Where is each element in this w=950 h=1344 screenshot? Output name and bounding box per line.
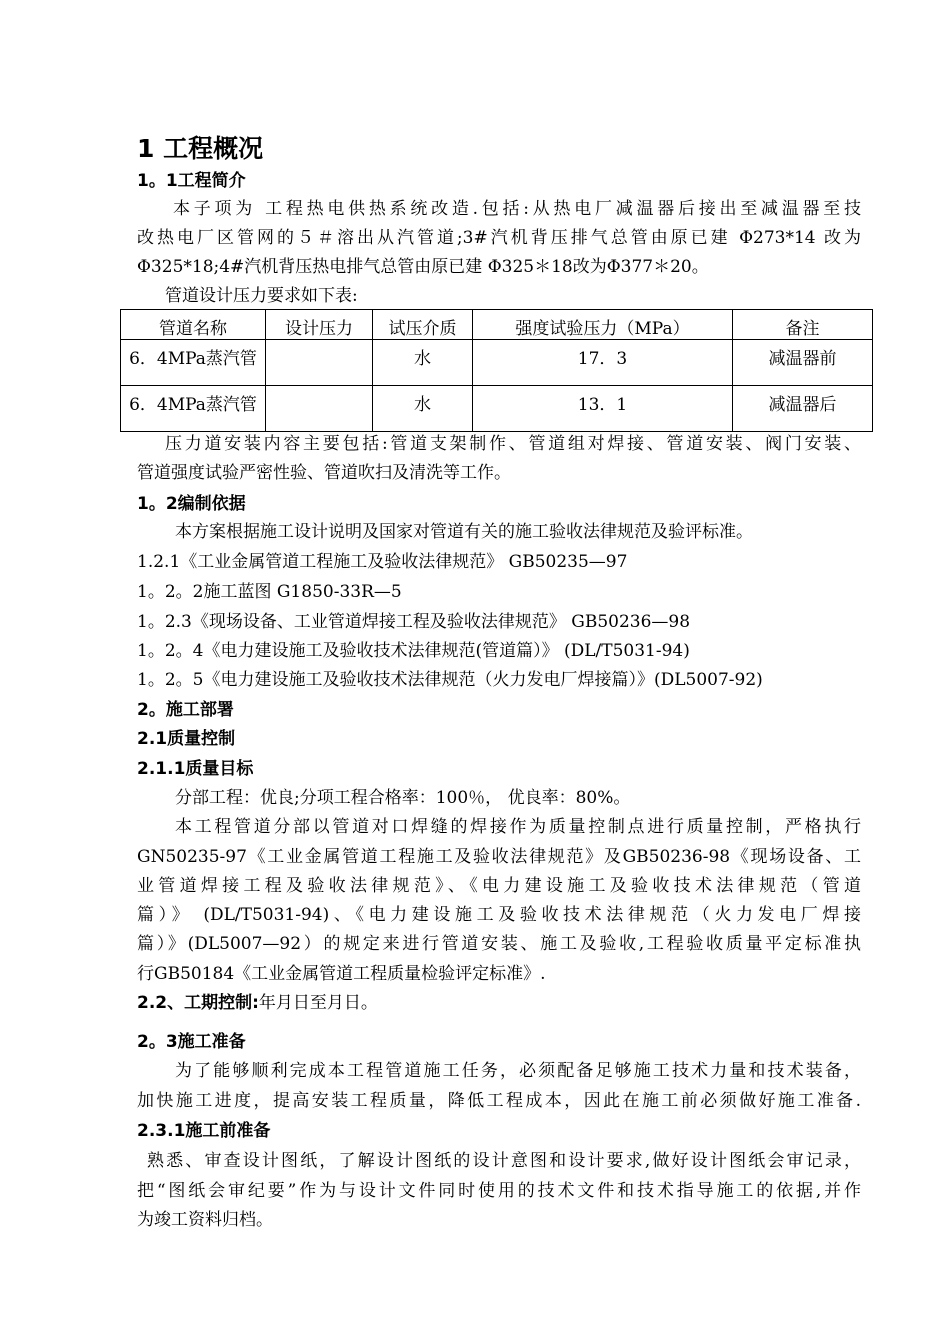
schedule-text: 年月日至月日。 (258, 993, 378, 1013)
section-2-1-heading: 2.1质量控制 (137, 729, 236, 749)
prep-paragraph-line: 为了能够顺利完成本工程管道施工任务，必须配备足够施工技术力量和技术装备， (175, 1061, 861, 1081)
cell-test-medium: 水 (373, 386, 473, 432)
standard-item: 1。2.3《现场设备、工业管道焊接工程及验收法律规范》 GB50236—98 (137, 612, 691, 632)
basis-statement: 本方案根据施工设计说明及国家对管道有关的施工验收法律规范及验评标准。 (175, 522, 753, 542)
cell-remarks: 减温器前 (733, 340, 873, 386)
table-intro: 管道设计压力要求如下表: (165, 286, 358, 306)
table-row (121, 340, 873, 386)
scope-line-1: 压力道安装内容主要包括:管道支架制作、管道组对焊接、管道安装、阀门安装、 (165, 434, 861, 454)
intro-line-1: 本子项为 工程热电供热系统改造.包括:从热电厂减温器后接出至减温器至技 (173, 199, 861, 219)
pre-paragraph-line: 熟悉、审查设计图纸，了解设计图纸的设计意图和设计要求,做好设计图纸会审记录， (147, 1151, 861, 1171)
cell-design-pressure (266, 340, 373, 386)
standard-item: 1。2。5《电力建设施工及验收技术法律规范（火力发电厂焊接篇）》(DL5007-92) (137, 670, 763, 690)
cell-pipe-name: 6．4MPa蒸汽管 (121, 386, 266, 432)
pressure-table (120, 309, 873, 432)
header-remarks: 备注 (733, 310, 873, 340)
standard-item: 1.2.1《工业金属管道工程施工及验收法律规范》 GB50235—97 (137, 552, 628, 572)
intro-line-2: 改热电厂区管网的５＃溶出从汽管道;3#汽机背压排气总管由原已建 Φ273*14 改为 (137, 228, 861, 248)
quality-paragraph-line: 篇）》 (DL/T5031-94)、《电力建设施工及验收技术法律规范（火力发电厂焊接 (137, 905, 861, 925)
cell-pipe-name: 6．4MPa蒸汽管 (121, 340, 266, 386)
header-design-pressure: 设计压力 (266, 310, 373, 340)
pre-paragraph-line: 为竣工资料归档。 (137, 1210, 273, 1230)
quality-paragraph-line: GN50235-97《工业金属管道工程施工及验收法律规范》及GB50236-98《现场设备、工 (137, 847, 861, 867)
intro-line-3: Φ325*18;4#汽机背压热电排气总管由原已建 Φ325＊18改为Φ377＊20。 (137, 257, 709, 277)
cell-test-pressure: 17．3 (473, 340, 733, 386)
section-2-heading: 2。施工部署 (137, 700, 234, 720)
cell-test-medium: 水 (373, 340, 473, 386)
scope-line-2: 管道强度试验严密性验、管道吹扫及清洗等工作。 (137, 463, 511, 483)
cell-design-pressure (266, 386, 373, 432)
header-pipe-name: 管道名称 (121, 310, 266, 340)
standard-item: 1。2。2施工蓝图 G1850-33R—5 (137, 582, 402, 602)
quality-paragraph-line: 篇）》(DL5007—92）的规定来进行管道安装、施工及验收,工程验收质量平定标准执 (137, 934, 861, 954)
cell-remarks: 减温器后 (733, 386, 873, 432)
standard-item: 1。2。4《电力建设施工及验收技术法律规范(管道篇）》 (DL/T5031-94) (137, 641, 690, 661)
quality-goal: 分部工程：优良;分项工程合格率：100％， 优良率：80%。 (175, 788, 631, 808)
section-2-1-1-heading: 2.1.1质量目标 (137, 759, 254, 779)
section-1-title: 1 工程概况 (137, 134, 264, 163)
header-test-pressure: 强度试验压力（MPa） (473, 310, 733, 340)
header-test-medium: 试压介质 (373, 310, 473, 340)
pre-paragraph-line: 把“图纸会审纪要”作为与设计文件同时使用的技术文件和技术指导施工的依据,并作 (137, 1181, 861, 1201)
section-2-3-1-heading: 2.3.1施工前准备 (137, 1121, 271, 1141)
schedule-label: 2.2、工期控制: (137, 993, 259, 1013)
quality-paragraph-line: 行GB50184《工业金属管道工程质量检验评定标准》. (137, 964, 546, 984)
cell-test-pressure: 13．1 (473, 386, 733, 432)
quality-paragraph-line: 本工程管道分部以管道对口焊缝的焊接作为质量控制点进行质量控制，严格执行 (175, 817, 861, 837)
section-1-1-heading: 1。1工程简介 (137, 171, 246, 191)
section-2-3-heading: 2。3施工准备 (137, 1032, 246, 1052)
table-row (121, 386, 873, 432)
quality-paragraph-line: 业管道焊接工程及验收法律规范》、《电力建设施工及验收技术法律规范（管道 (137, 876, 861, 896)
table-header-row (121, 310, 873, 340)
schedule-line (137, 992, 378, 1014)
prep-paragraph-line: 加快施工进度，提高安装工程质量，降低工程成本，因此在施工前必须做好施工准备. (137, 1091, 861, 1111)
section-1-2-heading: 1。2编制依据 (137, 494, 246, 514)
